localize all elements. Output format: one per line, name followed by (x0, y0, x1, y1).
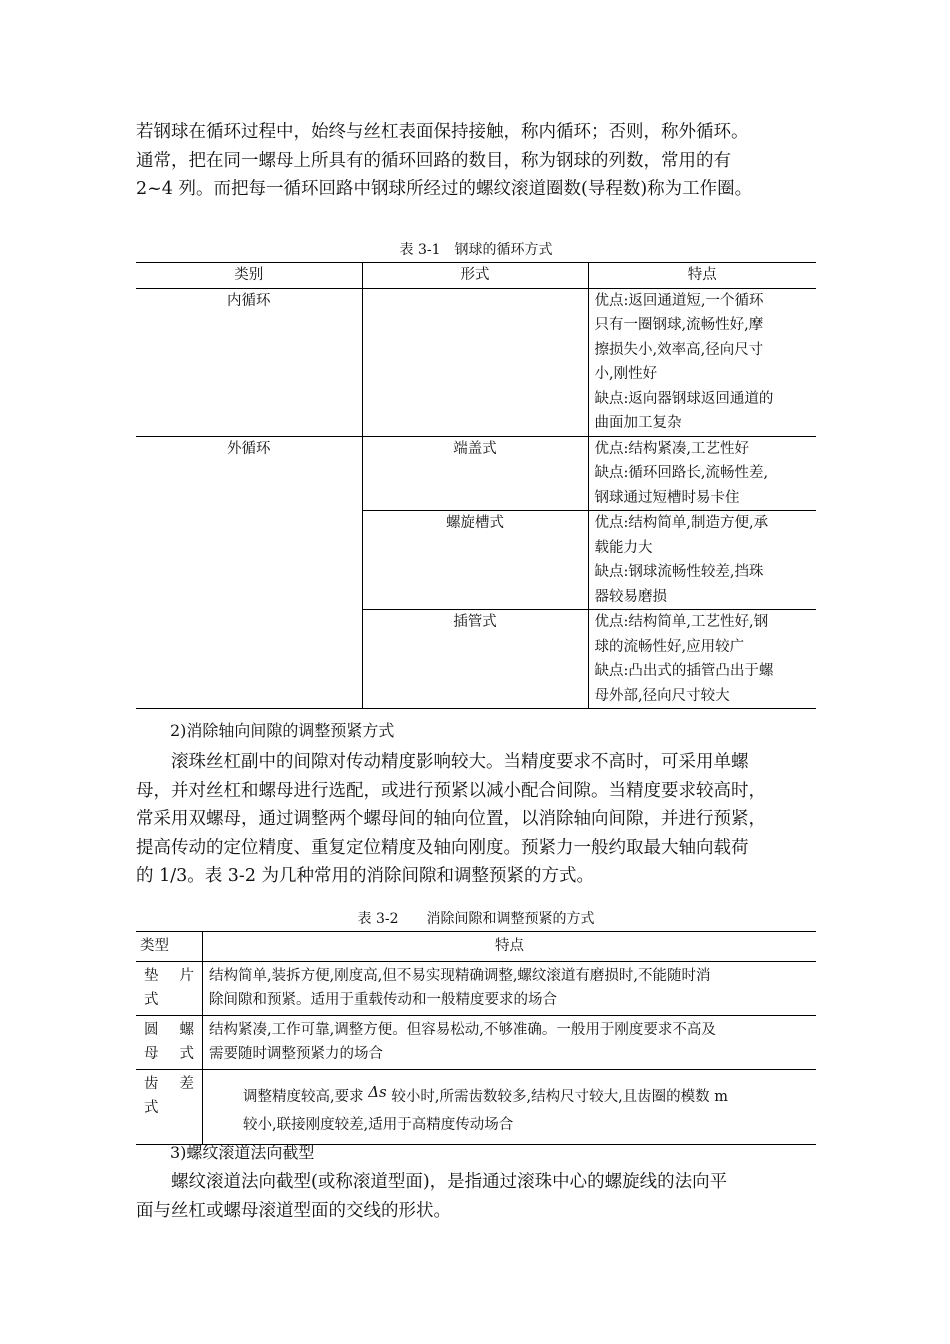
table-row (136, 1015, 816, 1069)
feature-line: 缺点:返向器钢球返回通道的 (594, 390, 774, 407)
feature-line: 优点:结构简单,制造方便,承 (594, 515, 769, 531)
feature-line: 优点:结构紧凑,工艺性好 (594, 440, 749, 457)
feature-line: 只有一圈钢球,流畅性好,摩 (594, 317, 764, 333)
feature-line: 载能力大 (594, 539, 653, 556)
feature-line: 球的流畅性好,应用较广 (594, 638, 745, 655)
feature-line: 结构简单,装拆方便,刚度高,但不易实现精确调整,螺纹滚道有磨损时,不能随时消 (209, 967, 711, 984)
header-type: 类型 (136, 932, 203, 962)
feature-line: 结构紧凑,工作可靠,调整方便。但容易松动,不够准确。一般用于刚度要求不高及 (209, 1021, 716, 1038)
feature-line: 需要随时调整预紧力的场合 (209, 1046, 383, 1062)
feature-text: 调整精度较高,要求 (243, 1088, 364, 1105)
feature-line: 优点:返回通道短,一个循环 (594, 292, 764, 309)
feature-cell (203, 1015, 817, 1069)
feature-line: 缺点:循环回路长,流畅性差, (594, 465, 769, 481)
type-line: 垫片 (144, 967, 194, 984)
feature-line: 除间隙和预紧。适用于重载传动和一般精度要求的场合 (209, 992, 557, 1008)
body-line: 螺纹滚道法向截型(或称滚道型面)，是指通过滚珠中心的螺旋线的法向平 (136, 1172, 728, 1192)
category-cell: 内循环 (136, 288, 362, 436)
type-cell (136, 1015, 203, 1069)
type-cell (136, 961, 203, 1015)
header-feature: 特点 (203, 932, 817, 962)
feature-line: 缺点:钢球流畅性较差,挡珠 (594, 564, 764, 580)
body-line: 常采用双螺母，通过调整两个螺母间的轴向位置，以消除轴向间隙，并进行预紧， (136, 809, 766, 829)
type-line: 母式 (144, 1046, 194, 1062)
feature-cell (203, 961, 817, 1015)
delta-s-symbol: Δs (368, 1082, 387, 1101)
intro-paragraph (136, 118, 816, 204)
form-cell: 端盖式 (362, 436, 588, 511)
preload-table (136, 931, 816, 1145)
header-form: 形式 (362, 263, 588, 289)
table1-caption: 表 3-1 钢球的循环方式 (399, 242, 553, 258)
body-line: 滚珠丝杠副中的间隙对传动精度影响较大。当精度要求不高时，可采用单螺 (136, 752, 749, 772)
feature-cell (588, 511, 816, 610)
feature-line: 曲面加工复杂 (594, 415, 682, 431)
intro-line: 若钢球在循环过程中，始终与丝杠表面保持接触，称内循环；否则，称外循环。 (136, 122, 749, 142)
feature-text: 较小时,所需齿数较多,结构尺寸较大,且齿圈的模数 m (391, 1088, 729, 1105)
section2-paragraph (136, 748, 816, 891)
type-cell (136, 1069, 203, 1144)
form-cell: 螺旋槽式 (362, 511, 588, 610)
feature-cell (203, 1069, 817, 1144)
table2-caption: 表 3-2 消除间隙和调整预紧的方式 (357, 911, 595, 927)
feature-cell (588, 288, 816, 436)
form-cell (362, 288, 588, 436)
type-line: 齿差 (144, 1075, 194, 1092)
circulation-table (136, 262, 816, 709)
type-line: 式 (144, 1100, 159, 1116)
section3-paragraph (136, 1168, 816, 1225)
type-line: 圆螺 (144, 1021, 194, 1038)
body-line: 母，并对丝杠和螺母进行选配，或进行预紧以减小配合间隙。当精度要求较高时， (136, 780, 766, 801)
body-line: 的 1/3。表 3-2 为几种常用的消除间隙和调整预紧的方式。 (136, 866, 595, 886)
form-cell: 插管式 (362, 610, 588, 709)
table-row (136, 961, 816, 1015)
intro-line: 通常，把在同一螺母上所具有的循环回路的数目，称为钢球的列数，常用的有 (136, 150, 731, 171)
table-row (136, 288, 816, 436)
feature-line: 缺点:凸出式的插管凸出于螺 (594, 663, 774, 679)
intro-line: 2~4 列。而把每一循环回路中钢球所经过的螺纹滚道圈数(导程数)称为工作圈。 (136, 179, 753, 199)
feature-line: 器较易磨损 (594, 588, 667, 605)
feature-cell (588, 610, 816, 709)
feature-line: 较小,联接刚度较差,适用于高精度传动场合 (243, 1117, 514, 1133)
feature-line (243, 1080, 810, 1110)
feature-line: 优点:结构简单,工艺性好,钢 (594, 614, 769, 630)
type-line: 式 (144, 992, 159, 1008)
table-row (136, 1069, 816, 1144)
header-category: 类别 (136, 263, 362, 289)
body-line: 面与丝杠或螺母滚道型面的交线的形状。 (136, 1200, 451, 1221)
header-feature: 特点 (588, 263, 816, 289)
body-line: 提高传动的定位精度、重复定位精度及轴向刚度。预紧力一般约取最大轴向载荷 (136, 837, 749, 858)
feature-line: 擦损失小,效率高,径向尺寸 (594, 341, 764, 358)
table-row (136, 436, 816, 511)
feature-line: 小,刚性好 (594, 366, 658, 382)
feature-line: 母外部,径向尺寸较大 (594, 687, 730, 704)
category-cell: 外循环 (136, 436, 362, 709)
section3-heading: 3)螺纹滚道法向截型 (170, 1143, 315, 1162)
feature-line: 钢球通过短槽时易卡住 (594, 489, 740, 506)
section2-heading: 2)消除轴向间隙的调整预紧方式 (170, 721, 395, 740)
feature-cell (588, 436, 816, 511)
